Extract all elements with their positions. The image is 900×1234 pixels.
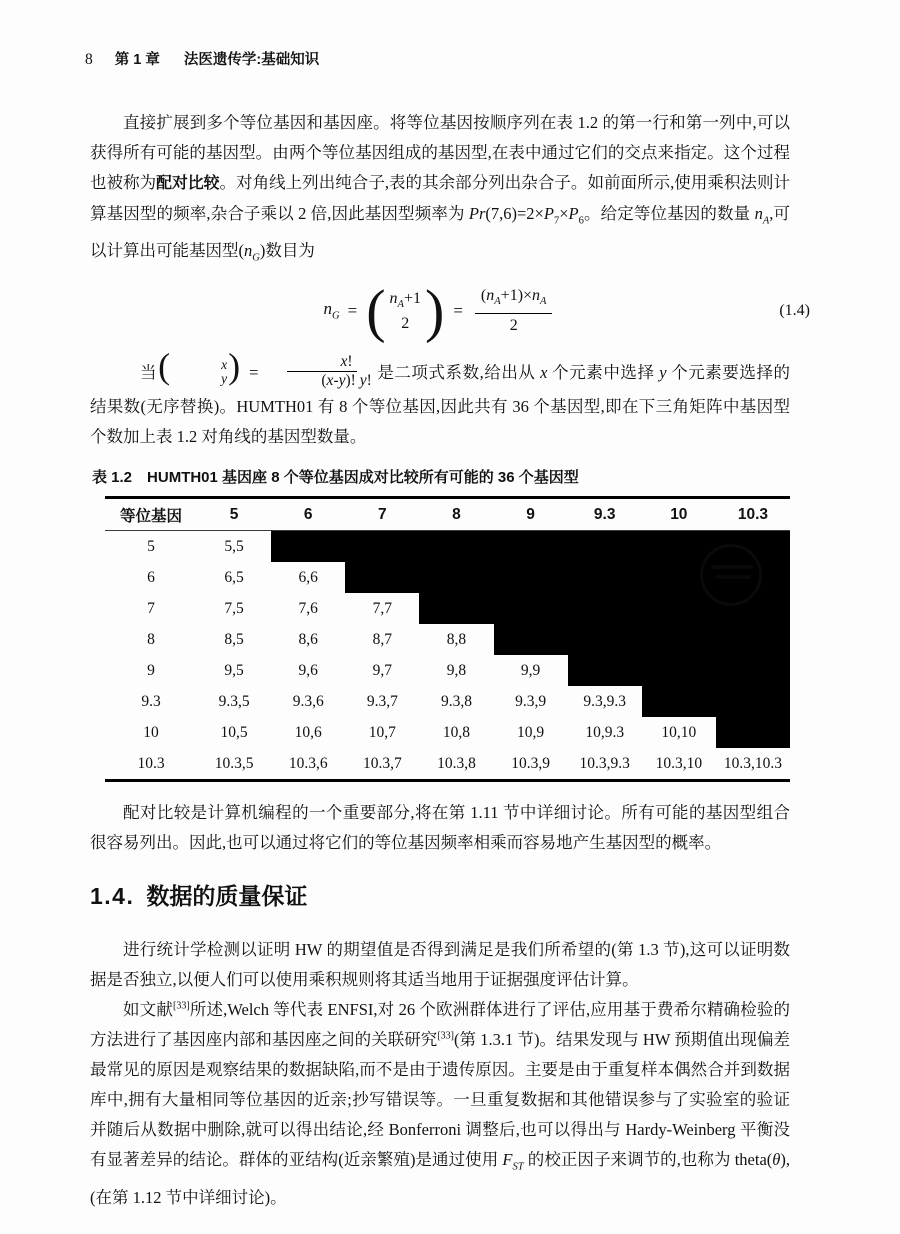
genotype-cell: 9,8 xyxy=(446,661,467,679)
genotype-cell: 6,5 xyxy=(224,568,244,586)
genotype-cell: 9,7 xyxy=(372,661,392,679)
inline-binomial-stack xyxy=(171,358,227,386)
table-row xyxy=(105,748,790,781)
equation-number: (1.4) xyxy=(779,301,810,319)
table-row xyxy=(105,562,790,593)
genotype-cell: 10,10 xyxy=(661,723,697,741)
genotype-cell: 8,5 xyxy=(224,630,244,648)
section-heading-1-4 xyxy=(90,878,790,911)
genotype-cell: 9.3,9 xyxy=(515,692,547,710)
genotype-cell: 8,8 xyxy=(446,630,467,648)
allele-col-header: 6 xyxy=(271,498,345,531)
genotype-table xyxy=(105,496,790,782)
allele-col-header: 7 xyxy=(345,498,419,531)
equation-lhs: $n_G$ xyxy=(323,299,340,322)
equals-sign: = xyxy=(347,300,358,320)
paragraph-pairwise: 配对比较是计算机编程的一个重要部分,将在第 1.11 节中详细讨论。所有可能的基因型组合很容易列出。因此,也可以通过将它们的等位基因频率相乘而容易地产生基因型的概率。 xyxy=(90,803,790,853)
allele-col-header: 9.3 xyxy=(568,498,642,531)
genotype-cell: 9.3,7 xyxy=(366,692,398,710)
allele-row-header: 10.3 xyxy=(137,754,165,772)
scan-watermark xyxy=(700,544,762,606)
genotype-cell: 10.3,5 xyxy=(214,754,254,772)
genotype-cell: 10.3,10.3 xyxy=(723,754,782,772)
fraction-denominator: (x-y)! y! xyxy=(321,372,372,390)
fraction-denominator: 2 xyxy=(509,317,518,335)
allele-row-header: 6 xyxy=(147,568,155,586)
allele-row-header: 10 xyxy=(143,723,159,741)
genotype-cell: 10.3,10 xyxy=(655,754,703,772)
paragraph-enfsi: 如文献[33]所述,Welch 等代表 ENFSI,对 26 个欧洲群体进行了评估,应用基于费希尔精确检验的方法进行了基因座内部和基因座之间的关联研究[33](第 1.3.1 节)。结果发现与 HW 预期值出现偏差最常见的原因是观察结果的数据缺陷,而不是由于遗传原因。主要是由于重复样本偶然合并到数据库中,拥有大量相同等位基因的近亲;抄写错误等。一旦重复数据和其他错误参与了实验室的验证并随后从数据中删除,就可以得出结论,经 Bonferroni 调整后,也可以得出与 Hardy-Weinberg 平衡没有显著差异的结论。群体的亚结构(近亲繁殖)是通过使用 $F_{ST}$ 的校正因子来调节的,也称为 theta(θ),(在第 1.12 节中详细讨论)。 xyxy=(90,1000,791,1207)
genotype-cell: 10,5 xyxy=(220,723,248,741)
genotype-cell: 10.3,9 xyxy=(511,754,550,772)
genotype-cell: 10,9 xyxy=(517,723,545,741)
allele-row-header: 7 xyxy=(147,599,155,617)
equals-sign: = xyxy=(453,300,463,320)
allele-row-header: 9 xyxy=(147,661,155,679)
allele-col-header: 9 xyxy=(494,498,568,531)
fraction xyxy=(475,285,553,336)
table-header-row xyxy=(105,498,790,531)
table-row xyxy=(105,717,790,748)
genotype-cell: 7,5 xyxy=(224,599,244,617)
paragraph-text: 是二项式系数,给出从 x 个元素中选择 y 个元素要选择的结果数(无序替换)。HUMTH01 有 8 个等位基因,因此共有 36 个基因型,即在下三角矩阵中基因型个数加上表 1.2 对角线的基因型数量。 xyxy=(90,362,791,447)
fraction-numerator: $(n_A+1)\times n_A$ xyxy=(475,285,553,314)
genotype-cell: 10,7 xyxy=(368,723,396,741)
binomial-top: $n_A+1$ xyxy=(389,289,421,310)
genotype-cell: 7,6 xyxy=(298,599,318,617)
genotype-cell: 10,9.3 xyxy=(585,723,625,741)
chapter-title: 法医遗传学:基础知识 xyxy=(183,52,320,68)
table-caption xyxy=(90,466,790,487)
paragraph-allele-expansion: 直接扩展到多个等位基因和基因座。将等位基因按顺序列在表 1.2 的第一行和第一列中,可以获得所有可能的基因型。由两个等位基因组成的基因型,在表中通过它们的交点来指定。这个过程也被称为配对比较。对角线上列出纯合子,表的其余部分列出杂合子。如前面所示,使用乘积法则计算基因型的频率,杂合子乘以 2 倍,因此基因型频率为 $Pr(7,6)=2\times P_7\times P_6$。给定等位基因的数量 $n_A$,可以计算出可能基因型$(n_G)$数目为 xyxy=(90,113,791,264)
genotype-cell: 9,6 xyxy=(298,661,318,679)
running-header xyxy=(85,48,790,68)
genotype-cell: 6,6 xyxy=(298,568,318,586)
left-paren: ( xyxy=(158,345,171,386)
table-row xyxy=(105,655,790,686)
inline-fraction xyxy=(271,353,371,390)
blackout-region xyxy=(494,624,791,655)
genotype-cell: 9.3,9.3 xyxy=(583,692,626,710)
chapter-label: 第 1 章 xyxy=(114,52,160,68)
allele-col-header: 10 xyxy=(642,498,716,531)
paragraph-binomial xyxy=(90,345,791,453)
genotype-cell: 8,6 xyxy=(298,630,318,648)
right-paren: ) xyxy=(228,345,241,386)
blackout-region xyxy=(716,717,790,748)
allele-row-header: 5 xyxy=(147,537,155,555)
binomial-stack xyxy=(387,289,424,333)
table-number: 表 1.2 xyxy=(92,469,133,487)
genotype-cell: 10.3,6 xyxy=(288,754,328,772)
equals-sign: = xyxy=(249,362,259,382)
genotype-cell: 9,5 xyxy=(224,661,244,679)
genotype-cell: 5,5 xyxy=(224,537,244,555)
blackout-region xyxy=(568,655,790,686)
allele-corner-header: 等位基因 xyxy=(105,498,197,531)
equation-1-4 xyxy=(90,276,810,344)
table-row xyxy=(105,593,790,624)
genotype-cell: 10.3,7 xyxy=(362,754,402,772)
allele-row-header: 9.3 xyxy=(141,692,161,710)
genotype-cell: 10.3,8 xyxy=(437,754,476,772)
fraction-numerator: x! xyxy=(287,353,357,372)
table-row xyxy=(105,624,790,655)
page-number: 8 xyxy=(85,51,93,68)
equation-body xyxy=(323,276,557,344)
binomial-bottom: 2 xyxy=(401,314,410,332)
table-title: HUMTH01 基因座 8 个等位基因成对比较所有可能的 36 个基因型 xyxy=(147,469,579,487)
section-number: 1.4. xyxy=(90,883,135,910)
binomial-top: x xyxy=(221,356,228,372)
genotype-cell: 10,6 xyxy=(294,723,322,741)
genotype-cell: 10.3,9.3 xyxy=(579,754,630,772)
table-row xyxy=(105,531,790,563)
paragraph-hw-test: 进行统计学检测以证明 HW 的期望值是否得到满足是我们所希望的(第 1.3 节),这可以证明数据是否独立,以便人们可以使用乘积规则将其适当地用于证据强度评估计算。 xyxy=(90,940,790,990)
genotype-cell: 8,7 xyxy=(372,630,392,648)
genotype-cell: 7,7 xyxy=(372,599,392,617)
right-paren: ) xyxy=(425,276,445,344)
genotype-cell: 9.3,5 xyxy=(218,692,250,710)
allele-col-header: 8 xyxy=(419,498,493,531)
genotype-cell: 9,9 xyxy=(520,661,541,679)
genotype-cell: 9.3,8 xyxy=(440,692,472,710)
table-row xyxy=(105,686,790,717)
left-paren: ( xyxy=(366,276,386,344)
section-title: 数据的质量保证 xyxy=(146,883,308,910)
allele-row-header: 8 xyxy=(147,630,155,648)
binomial-bottom: y xyxy=(221,370,228,386)
genotype-cell: 10,8 xyxy=(442,723,470,741)
genotype-cell: 9.3,6 xyxy=(292,692,324,710)
allele-col-header: 5 xyxy=(197,498,271,531)
blackout-region xyxy=(642,686,790,717)
allele-col-header: 10.3 xyxy=(716,498,790,531)
paragraph-lead: 当 xyxy=(140,362,158,382)
